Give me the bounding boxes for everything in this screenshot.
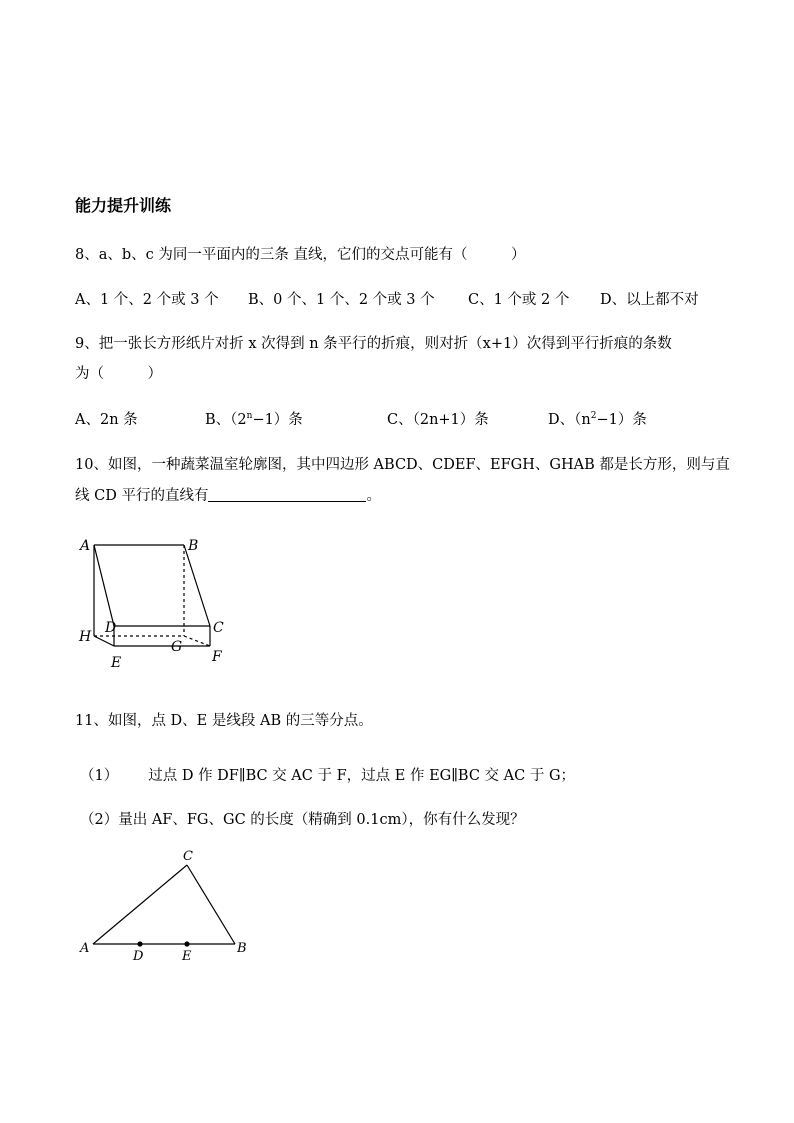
label-c: C	[213, 620, 224, 636]
q8-stem: 8、a、b、c 为同一平面内的三条 直线，它们的交点可能有（ ）	[75, 247, 526, 263]
q11-part1-text: 过点 D 作 DF∥BC 交 AC 于 F，过点 E 作 EG∥BC 交 AC 于 G；	[148, 768, 576, 784]
q11-part2: （2）量出 AF、FG、GC 的长度（精确到 0.1cm），你有什么发现？	[80, 812, 525, 828]
q10-stem-line2-pre: 线 CD 平行的直线有	[75, 488, 209, 504]
q10-stem-line2-post: 。	[366, 488, 381, 504]
q9-option-d	[548, 408, 647, 429]
q10-answer-blank[interactable]	[208, 487, 366, 502]
segment-cb	[187, 865, 235, 944]
q9-stem-line1: 9、把一张长方形纸片对折 x 次得到 n 条平行的折痕，则对折（x+1）次得到平行折痕的条数	[75, 336, 672, 352]
label-g: G	[171, 639, 183, 655]
point-d	[137, 941, 142, 946]
label-b: B	[237, 941, 247, 956]
q10-stem-line2	[75, 484, 381, 505]
q9-option-d-sup: 2	[590, 411, 597, 421]
q9-stem-line2: 为（ ）	[75, 366, 162, 382]
label-e: E	[182, 949, 192, 964]
edge-bc	[184, 545, 210, 626]
q8-option-b: B、0 个、1 个、2 个或 3 个	[248, 292, 435, 308]
section-title: 能力提升训练	[75, 196, 172, 215]
q8-option-a: A、1 个、2 个或 3 个	[75, 292, 219, 308]
q10-stem-line1: 10、如图，一种蔬菜温室轮廓图，其中四边形 ABCD、CDEF、EFGH、GHAB 都是长方形，则与直	[75, 457, 730, 473]
edge-gf-hidden	[184, 636, 210, 646]
triangle-figure	[75, 848, 255, 968]
q9-option-b	[205, 408, 303, 429]
label-a: A	[80, 538, 91, 554]
segment-ac	[93, 865, 187, 944]
edge-he	[94, 636, 114, 646]
q9-option-b-sup: n	[246, 411, 253, 421]
q9-option-b-post: −1）条	[252, 412, 303, 428]
q8-option-d: D、以上都不对	[600, 292, 699, 308]
label-c: C	[183, 849, 193, 864]
q11-stem: 11、如图，点 D、E 是线段 AB 的三等分点。	[75, 713, 373, 729]
label-d: D	[133, 949, 144, 964]
q11-part1	[80, 764, 575, 785]
point-e	[184, 941, 189, 946]
greenhouse-figure	[70, 528, 240, 678]
edge-ad	[94, 545, 114, 626]
q9-option-b-pre: B、（2	[205, 412, 247, 428]
label-h: H	[79, 629, 92, 645]
q9-option-c: C、（2n+1）条	[387, 412, 489, 428]
label-a: A	[80, 941, 90, 956]
label-d: D	[105, 620, 117, 636]
label-b: B	[188, 538, 199, 554]
label-e: E	[111, 655, 122, 671]
q9-option-d-pre: D、（n	[548, 412, 591, 428]
q9-option-a: A、2n 条	[75, 412, 138, 428]
q9-option-d-post: −1）条	[596, 412, 647, 428]
q8-option-c: C、1 个或 2 个	[468, 292, 570, 308]
q11-part1-num: （1）	[80, 768, 119, 784]
label-f: F	[212, 649, 222, 665]
